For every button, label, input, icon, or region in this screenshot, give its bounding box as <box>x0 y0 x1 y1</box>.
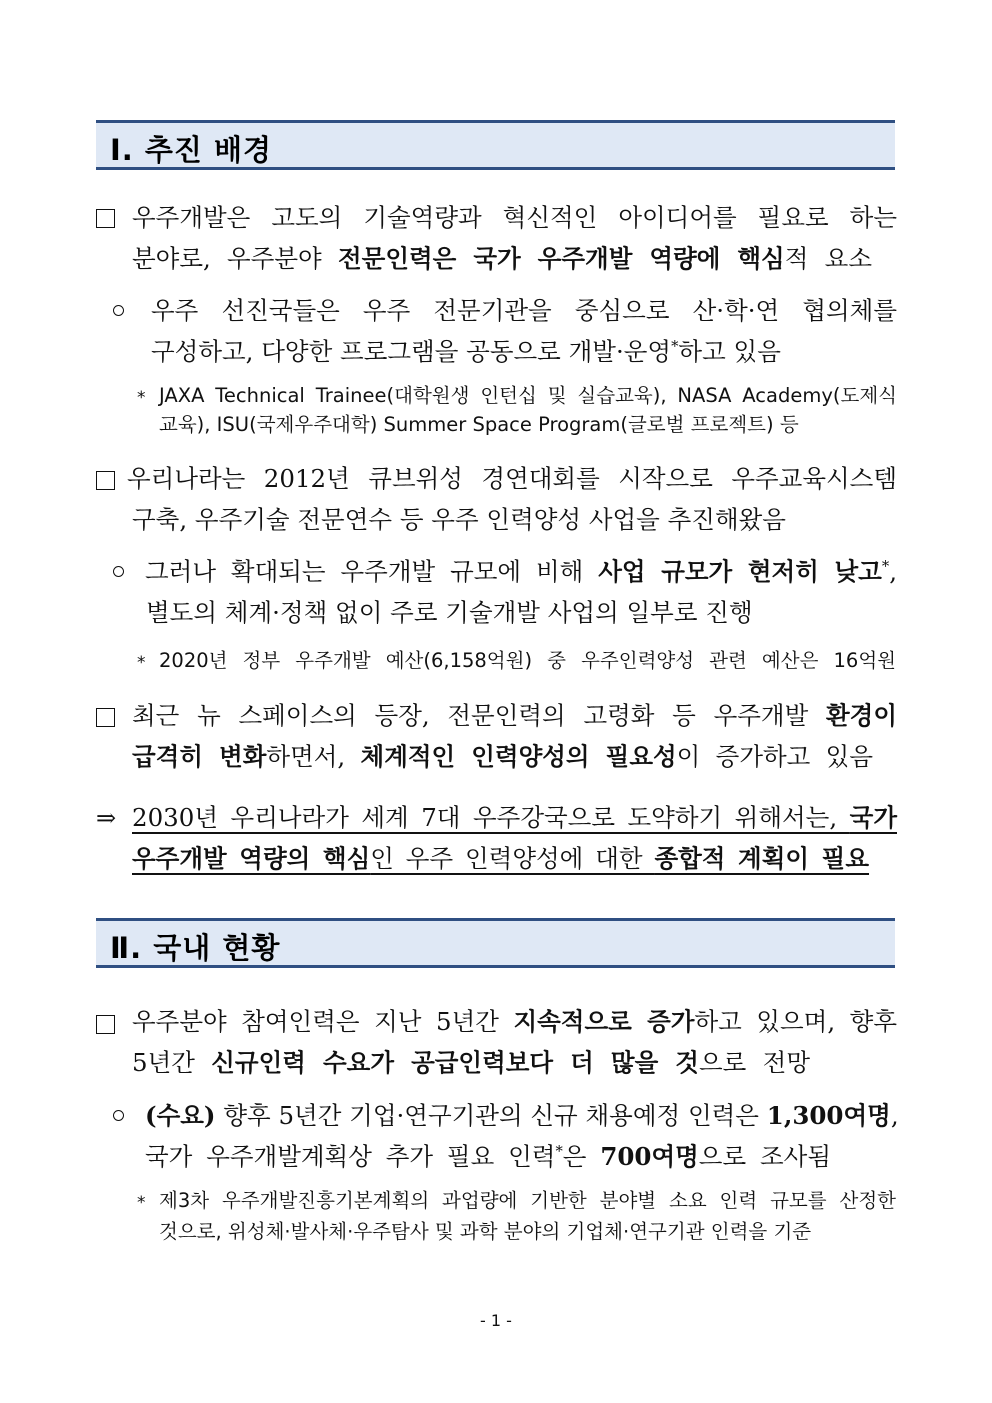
bullet-box-icon <box>96 471 115 490</box>
bullet-box-icon <box>96 708 115 727</box>
sub-bullet-circle-icon <box>113 305 124 316</box>
conclusion-arrow-icon: ⇒ <box>96 804 117 832</box>
s1-s2-line1: 그러나 확대되는 우주개발 규모에 비해 사업 규모가 현저히 낮고*, <box>145 557 897 586</box>
s1-concl-line1: 2030년 우리나라가 세계 7대 우주강국으로 도약하기 위해서는, 국가 <box>132 803 897 832</box>
section-1-title: Ⅰ. 추진 배경 <box>110 133 273 167</box>
note-asterisk-icon: * <box>137 1193 146 1213</box>
s1-n1-line1: JAXA Technical Trainee(대학원생 인턴십 및 실습교육), NASA Academy(도제식 <box>159 384 897 407</box>
sub-bullet-circle-icon <box>113 566 124 577</box>
s1-b1-line2: 분야로, 우주분야 전문인력은 국가 우주개발 역량에 핵심적 요소 <box>132 244 872 273</box>
s1-n2-line1: 2020년 정부 우주개발 예산(6,158억원) 중 우주인력양성 관련 예산은 16억원 <box>159 649 896 672</box>
s2-b1-line2: 5년간 신규인력 수요가 공급인력보다 더 많을 것으로 전망 <box>132 1048 810 1077</box>
page-number: - 1 - <box>480 1311 512 1330</box>
s1-n1-line2: 교육), ISU(국제우주대학) Summer Space Program(글로벌 프로젝트) 등 <box>159 413 799 436</box>
s2-s1-line1: (수요) 향후 5년간 기업·연구기관의 신규 채용예정 인력은 1,300여명, <box>145 1101 899 1130</box>
s2-n1-line1: 제3차 우주개발진흥기본계획의 과업량에 기반한 분야별 소요 인력 규모를 산정한 <box>159 1189 896 1212</box>
note-asterisk-icon: * <box>137 653 146 673</box>
section-2-header <box>96 918 895 968</box>
s1-s1-line1: 우주 선진국들은 우주 전문기관을 중심으로 산·학·연 협의체를 <box>151 296 897 325</box>
s2-b1-line1: 우주분야 참여인력은 지난 5년간 지속적으로 증가하고 있으며, 향후 <box>132 1007 897 1036</box>
s1-b2-line2: 구축, 우주기술 전문연수 등 우주 인력양성 사업을 추진해왔음 <box>132 505 786 534</box>
s1-b3-line1: 최근 뉴 스페이스의 등장, 전문인력의 고령화 등 우주개발 환경이 <box>132 701 897 730</box>
s2-s1-line2: 국가 우주개발계획상 추가 필요 인력*은 700여명으로 조사됨 <box>145 1142 831 1171</box>
bullet-box-icon <box>96 1015 115 1034</box>
s1-b2-line1: 우리나라는 2012년 큐브위성 경연대회를 시작으로 우주교육시스템 <box>127 464 897 493</box>
s1-b1-line1: 우주개발은 고도의 기술역량과 혁신적인 아이디어를 필요로 하는 <box>132 203 897 232</box>
section-1-header <box>96 120 895 170</box>
s1-concl-line2: 우주개발 역량의 핵심인 우주 인력양성에 대한 종합적 계획이 필요 <box>132 844 870 873</box>
note-asterisk-icon: * <box>137 388 146 408</box>
sub-bullet-circle-icon <box>113 1110 124 1121</box>
section-2-title: Ⅱ. 국내 현황 <box>110 931 281 965</box>
s1-b3-line2: 급격히 변화하면서, 체계적인 인력양성의 필요성이 증가하고 있음 <box>132 742 873 771</box>
s1-s2-line2: 별도의 체계·정책 없이 주로 기술개발 사업의 일부로 진행 <box>146 598 753 627</box>
bullet-box-icon <box>96 209 115 228</box>
s1-s1-line2: 구성하고, 다양한 프로그램을 공동으로 개발·운영*하고 있음 <box>151 337 781 366</box>
s2-n1-line2: 것으로, 위성체·발사체·우주탐사 및 과학 분야의 기업체·연구기관 인력을 기준 <box>159 1220 812 1243</box>
